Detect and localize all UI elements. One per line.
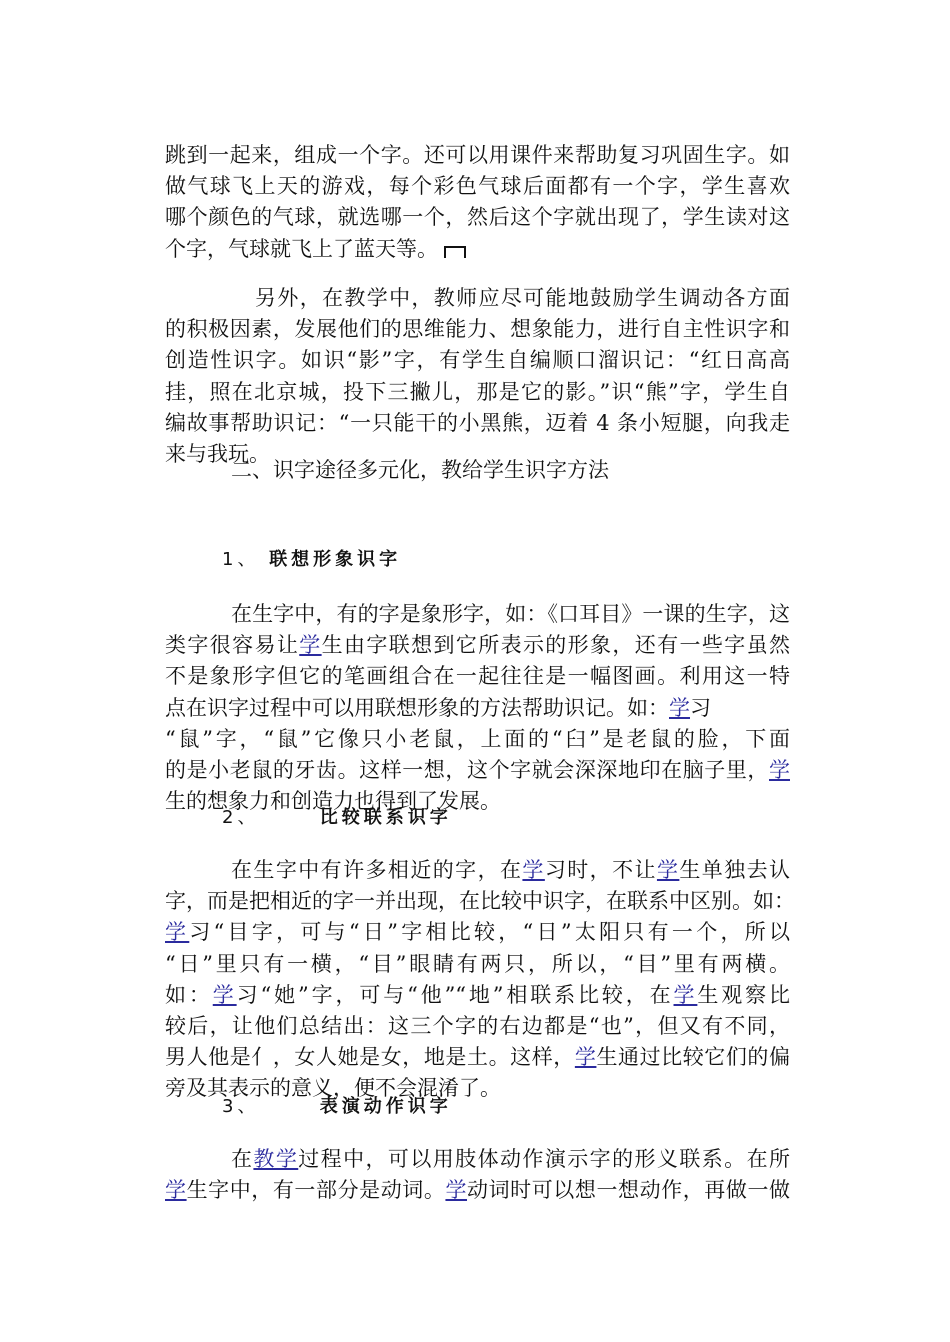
section-title-text: 二、识字途径多元化，教给学生识字方法 bbox=[231, 458, 609, 482]
bracket-mark-icon bbox=[444, 246, 466, 258]
hyperlink-xue[interactable]: 学 bbox=[673, 982, 698, 1007]
text-segment: 过程中，可以用肢体动作演示字的形义联系。在所 bbox=[298, 1147, 791, 1171]
text-line bbox=[165, 1144, 790, 1175]
hyperlink-xue[interactable]: 学 bbox=[522, 858, 545, 882]
text-line: 字，而是把相近的字一并出现，在比较中识字，在联系中区别。如： bbox=[165, 889, 795, 914]
text-line-content: 个字，气球就飞上了蓝天等。 bbox=[165, 236, 438, 261]
text-line bbox=[165, 755, 790, 786]
text-line bbox=[165, 1175, 790, 1206]
hyperlink-xue[interactable]: 学 bbox=[445, 1178, 468, 1203]
hyperlink-xue[interactable]: 学 bbox=[212, 982, 237, 1007]
text-line: 不是象形字但它的笔画组合在一起往往是一幅图画。利用这一特 bbox=[165, 664, 790, 689]
text-line: “鼠”字，“鼠”它像只小老鼠，上面的“臼”是老鼠的脸，下面 bbox=[165, 726, 790, 751]
hyperlink-xue[interactable]: 学 bbox=[769, 758, 790, 783]
text-line: 来与我玩。 bbox=[165, 442, 270, 467]
hyperlink-xue[interactable]: 学 bbox=[669, 695, 690, 720]
text-line: 编故事帮助识记：“一只能干的小黑熊，迈着 4 条小短腿，向我走 bbox=[165, 410, 790, 435]
text-segment: 生字中，有一部分是动词。 bbox=[186, 1178, 446, 1203]
heading-1 bbox=[222, 545, 401, 571]
text-line: 生的想象力和创造力也得到了发展。 bbox=[165, 789, 501, 814]
heading-text: 联想形象识字 bbox=[269, 549, 402, 570]
text-line bbox=[165, 917, 790, 948]
text-segment: 点在识字过程中可以用联想形象的方法帮助识记。如： bbox=[165, 695, 669, 720]
section-title bbox=[165, 455, 790, 486]
text-line: 跳到一起来，组成一个字。还可以用课件来帮助复习巩固生字。如 bbox=[165, 143, 790, 167]
text-segment: 如： bbox=[165, 982, 213, 1007]
paragraph-3 bbox=[165, 599, 790, 817]
text-segment: 生单独去认 bbox=[679, 858, 791, 882]
text-line: 在生字中，有的字是象形字，如：《口耳目》一课的生字，这 bbox=[231, 602, 790, 626]
paragraph-1 bbox=[165, 140, 790, 265]
hyperlink-xue[interactable]: 学 bbox=[299, 633, 322, 658]
text-line: 较后，让他们总结出：这三个字的右边都是“也”，但又有不同， bbox=[165, 1014, 790, 1039]
hyperlink-jiaoxue[interactable]: 教学 bbox=[253, 1147, 299, 1171]
text-line bbox=[165, 693, 790, 724]
text-line: “日”里只有一横，“目”眼睛有两只，所以，“目”里有两横。 bbox=[165, 951, 790, 976]
text-line: 创造性识字。如识“影”字，有学生自编顺口溜识记：“红日高高 bbox=[165, 348, 790, 373]
hyperlink-xue[interactable]: 学 bbox=[656, 858, 680, 882]
text-line: 做气球飞上天的游戏，每个彩色气球后面都有一个字，学生喜欢 bbox=[165, 174, 790, 199]
heading-text: 表演动作识字 bbox=[319, 1096, 452, 1117]
text-segment: 习“目字，可与“日”字相比较，“日”太阳只有一个，所以 bbox=[189, 920, 791, 945]
heading-number: 2、 bbox=[222, 807, 260, 828]
paragraph-5 bbox=[165, 1144, 790, 1206]
hyperlink-xue[interactable]: 学 bbox=[165, 920, 190, 945]
heading-text: 比较联系识字 bbox=[319, 807, 452, 828]
text-segment: 习 bbox=[690, 695, 711, 720]
hyperlink-xue[interactable]: 学 bbox=[165, 1178, 187, 1203]
text-segment: 生由字联想到它所表示的形象，还有一些字虽然 bbox=[321, 633, 791, 658]
paragraph-4 bbox=[165, 855, 795, 1105]
paragraph-2 bbox=[165, 283, 790, 470]
text-line bbox=[165, 1042, 790, 1073]
text-segment: 男人他是亻，女人她是女，地是土。这样， bbox=[165, 1045, 575, 1070]
text-segment: 习“她”字，可与“他”“地”相联系比较，在 bbox=[236, 982, 674, 1007]
text-line: 另外，在教学中，教师应尽可能地鼓励学生调动各方面 bbox=[255, 286, 790, 310]
text-line bbox=[165, 234, 790, 265]
text-line bbox=[165, 980, 790, 1011]
text-line: 哪个颜色的气球，就选哪一个，然后这个字就出现了，学生读对这 bbox=[165, 205, 790, 230]
heading-number: 1、 bbox=[222, 549, 260, 570]
text-segment: 生观察比 bbox=[697, 982, 791, 1007]
text-line: 挂，照在北京城，投下三撇儿，那是它的影。”识“熊”字，学生自 bbox=[165, 379, 790, 404]
hyperlink-xue[interactable]: 学 bbox=[574, 1045, 597, 1070]
text-segment: 在 bbox=[231, 1147, 254, 1171]
text-line bbox=[165, 855, 790, 886]
text-segment: 的是小老鼠的牙齿。这样一想，这个字就会深深地印在脑子里， bbox=[165, 758, 769, 783]
text-segment: 习时，不让 bbox=[544, 858, 657, 882]
text-line: 旁及其表示的意义，便不会混淆了。 bbox=[165, 1076, 501, 1101]
text-segment: 动词时可以想一想动作，再做一做 bbox=[467, 1178, 791, 1203]
text-segment: 生通过比较它们的偏 bbox=[596, 1045, 791, 1070]
text-segment: 在生字中有许多相近的字，在 bbox=[231, 858, 523, 882]
heading-number: 3、 bbox=[222, 1096, 260, 1117]
text-segment: 类字很容易让 bbox=[165, 633, 300, 658]
text-line bbox=[165, 630, 790, 661]
heading-3 bbox=[222, 1092, 452, 1118]
text-line: 的积极因素，发展他们的思维能力、想象能力，进行自主性识字和 bbox=[165, 317, 790, 342]
heading-2 bbox=[222, 803, 452, 829]
